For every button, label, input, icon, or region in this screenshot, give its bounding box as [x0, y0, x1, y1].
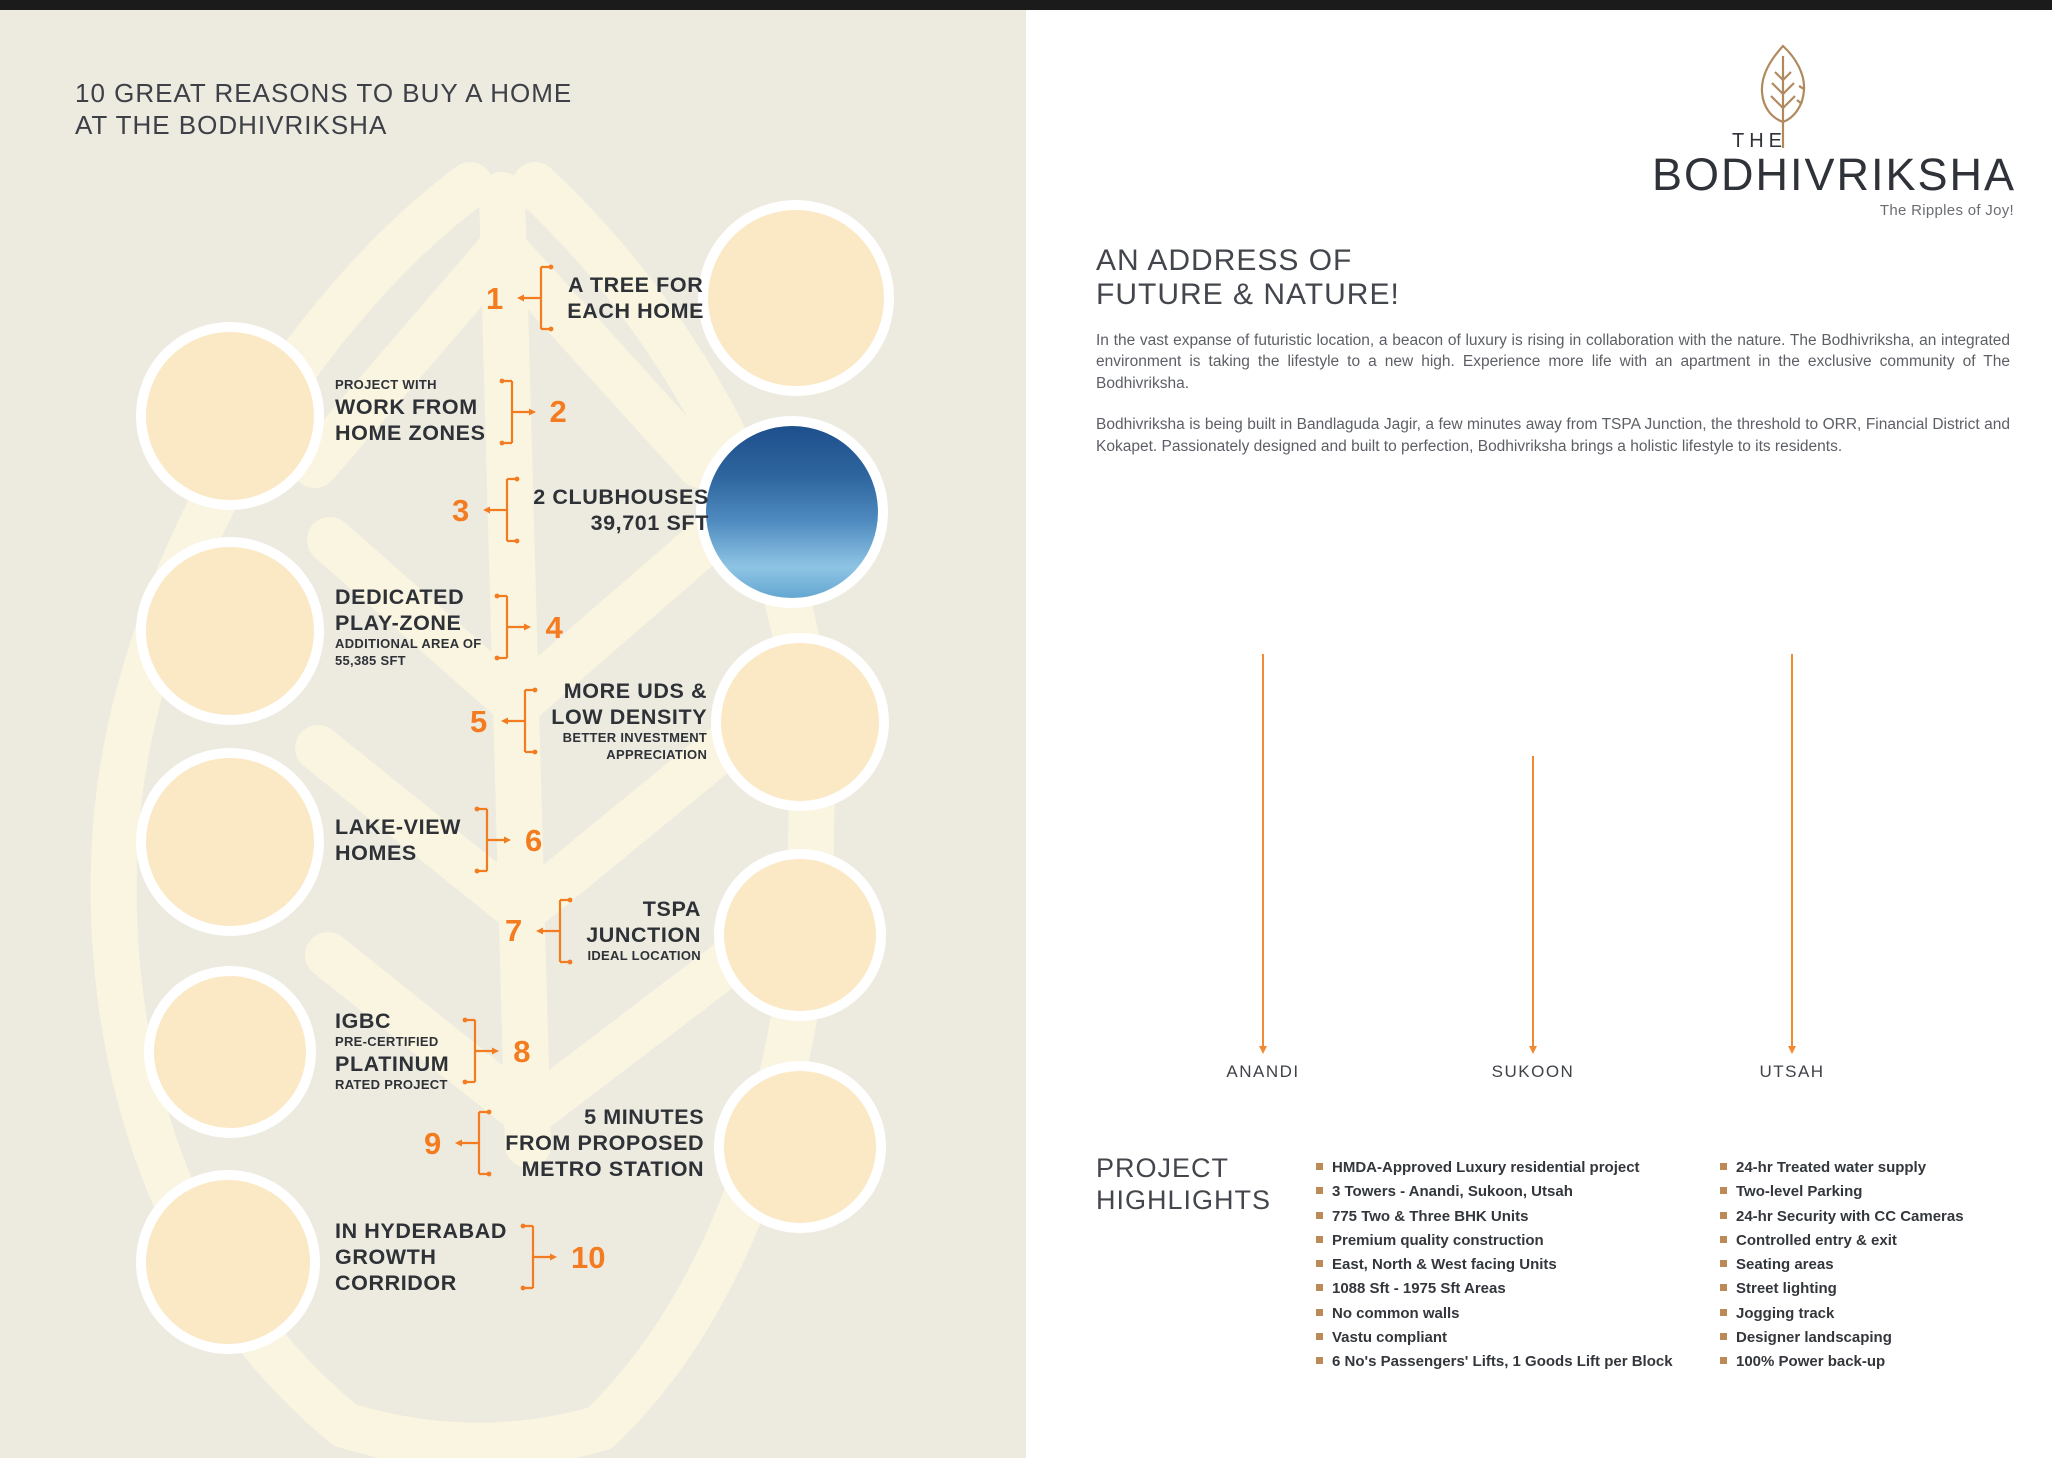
section-heading-line1: AN ADDRESS OF	[1096, 244, 1353, 277]
reason-item-5	[470, 678, 707, 764]
highlight-item	[1316, 1160, 1716, 1176]
reason-text: LAKE-VIEW HOMES	[335, 814, 462, 865]
highlight-text: 6 No's Passengers' Lifts, 1 Goods Lift per Block	[1332, 1353, 1673, 1370]
reason-number: 10	[571, 1239, 606, 1275]
reason-text: MORE UDS & LOW DENSITY BETTER INVESTMENT APPRECIATION	[551, 679, 708, 763]
bracket-connector-graphic	[453, 1109, 493, 1177]
reason-number: 1	[486, 280, 504, 316]
highlight-item	[1720, 1281, 2050, 1297]
reason-number: 5	[470, 703, 488, 739]
reason-item-7	[505, 896, 701, 965]
highlight-text: Two-level Parking	[1736, 1183, 1863, 1201]
highlight-item	[1720, 1330, 2050, 1346]
highlight-text: 24-hr Treated water supply	[1736, 1159, 1927, 1176]
highlight-text: 3 Towers - Anandi, Sukoon, Utsah	[1332, 1183, 1573, 1201]
bracket-connector-graphic	[461, 1017, 501, 1085]
bullet-square-icon	[1316, 1284, 1323, 1291]
bracket-connector-graphic	[499, 687, 539, 755]
reason-number: 8	[513, 1033, 531, 1069]
highlight-item	[1720, 1209, 2050, 1225]
highlights-col1	[1316, 1160, 1716, 1378]
reason-item-9	[424, 1104, 704, 1183]
decorative-circle	[714, 849, 886, 1021]
bullet-square-icon	[1316, 1187, 1323, 1194]
highlight-item	[1720, 1306, 2050, 1322]
reason-number: 6	[525, 822, 543, 858]
reason-item-4	[335, 584, 563, 670]
intro-paragraphs	[1096, 330, 2010, 477]
highlight-text: East, North & West facing Units	[1332, 1256, 1557, 1273]
tower-marker-anandi	[1193, 654, 1333, 1082]
reason-item-3	[452, 476, 709, 544]
reason-number: 4	[545, 609, 563, 645]
section-heading	[1096, 244, 1400, 311]
tower-pointer-line	[1532, 756, 1534, 1046]
reason-text: IN HYDERABAD GROWTH CORRIDOR	[335, 1219, 508, 1296]
highlight-text: 1088 Sft - 1975 Sft Areas	[1332, 1280, 1506, 1298]
highlight-item	[1316, 1330, 1716, 1346]
arrow-down-icon	[1259, 1046, 1267, 1054]
page-title-line1: 10 GREAT REASONS TO BUY A HOME	[75, 78, 573, 108]
bullet-square-icon	[1720, 1333, 1727, 1340]
highlights-title	[1096, 1152, 1271, 1217]
highlight-text: 100% Power back-up	[1736, 1353, 1886, 1370]
highlight-text: Seating areas	[1736, 1256, 1834, 1273]
bullet-square-icon	[1316, 1357, 1323, 1364]
brand-logo	[1652, 42, 2017, 232]
bracket-connector-graphic	[498, 378, 538, 446]
bracket-connector-graphic	[481, 476, 521, 544]
intro-paragraph-2: Bodhivriksha is being built in Bandlaguda Jagir, a few minutes away from TSPA Junction, the threshold to ORR, Financial District and Kokapet. Passionately designed and built to perfection, Bodhivriksha brings a holistic lifestyle to its residents.	[1096, 416, 2010, 455]
page-title-line2: AT THE BODHIVRIKSHA	[75, 109, 388, 140]
highlight-text: 24-hr Security with CC Cameras	[1736, 1207, 1964, 1225]
section-heading-line2: FUTURE & NATURE!	[1096, 277, 1400, 311]
decorative-circle	[136, 748, 324, 936]
right-panel	[1026, 0, 2052, 1458]
reason-number: 7	[505, 913, 523, 949]
arrow-down-icon	[1529, 1046, 1537, 1054]
reason-item-6	[335, 806, 542, 874]
tower-pointer-line	[1262, 654, 1264, 1046]
highlights-title-line2: HIGHLIGHTS	[1096, 1185, 1272, 1216]
bracket-connector-graphic	[534, 897, 574, 965]
reason-text: IGBC PRE-CERTIFIED PLATINUM RATED PROJECT	[335, 1009, 450, 1093]
bullet-square-icon	[1720, 1284, 1727, 1291]
decorative-circle	[136, 537, 324, 725]
bullet-square-icon	[1720, 1260, 1727, 1267]
decorative-circle	[711, 633, 889, 811]
reason-text: 2 CLUBHOUSES 39,701 SFT	[533, 484, 709, 535]
logo-the-text: THE	[1732, 130, 1787, 152]
highlight-text: Jogging track	[1736, 1304, 1835, 1322]
decorative-circle	[136, 322, 324, 510]
highlight-item	[1316, 1306, 1716, 1322]
bracket-connector-graphic	[519, 1223, 559, 1291]
reason-number: 2	[549, 394, 567, 430]
highlight-item	[1316, 1209, 1716, 1225]
bullet-square-icon	[1316, 1163, 1323, 1170]
bullet-square-icon	[1720, 1357, 1727, 1364]
highlight-item	[1316, 1257, 1716, 1273]
highlights-col2	[1720, 1160, 2050, 1378]
decorative-circle	[698, 200, 894, 396]
reason-text: A TREE FOR EACH HOME	[567, 272, 705, 323]
bullet-square-icon	[1316, 1309, 1323, 1316]
tower-marker-utsah	[1722, 654, 1862, 1082]
highlight-text: Designer landscaping	[1736, 1328, 1892, 1346]
highlight-text: Vastu compliant	[1332, 1328, 1448, 1346]
highlight-item	[1316, 1354, 1716, 1370]
highlight-text: HMDA-Approved Luxury residential project	[1332, 1159, 1640, 1176]
reason-number: 3	[452, 492, 470, 528]
bullet-square-icon	[1316, 1333, 1323, 1340]
bullet-square-icon	[1720, 1236, 1727, 1243]
highlight-item	[1720, 1160, 2050, 1176]
bullet-square-icon	[1720, 1309, 1727, 1316]
bullet-square-icon	[1720, 1163, 1727, 1170]
top-edge-strip	[0, 0, 2052, 10]
highlight-item	[1720, 1184, 2050, 1200]
reason-item-10	[335, 1218, 606, 1297]
highlights-title-line1: PROJECT	[1096, 1153, 1230, 1183]
reason-text: 5 MINUTES FROM PROPOSED METRO STATION	[505, 1105, 705, 1182]
arrow-down-icon	[1788, 1046, 1796, 1054]
reason-text: TSPA JUNCTION IDEAL LOCATION	[586, 897, 701, 964]
highlight-text: No common walls	[1332, 1304, 1460, 1322]
bullet-square-icon	[1720, 1187, 1727, 1194]
bracket-connector-graphic	[515, 264, 555, 332]
highlight-item	[1316, 1184, 1716, 1200]
highlight-item	[1720, 1354, 2050, 1370]
highlight-text: 775 Two & Three BHK Units	[1332, 1207, 1529, 1225]
reason-text: PROJECT WITH WORK FROM HOME ZONES	[335, 377, 486, 446]
decorative-circle	[714, 1061, 886, 1233]
logo-tagline: The Ripples of Joy!	[1879, 202, 2014, 219]
tower-pointer-line	[1791, 654, 1793, 1046]
reason-number: 9	[424, 1125, 442, 1161]
highlight-text: Street lighting	[1736, 1280, 1837, 1298]
tower-label: SUKOON	[1491, 1062, 1575, 1081]
bullet-square-icon	[1316, 1260, 1323, 1267]
intro-paragraph-1: In the vast expanse of futuristic location, a beacon of luxury is rising in collaboration with the nature. The Bodhivriksha, an integrated environment is taking the lifestyle to a new high. Experience more life with an apartment in the exclusive community of The Bodhivriksha.	[1096, 332, 2010, 392]
highlight-item	[1316, 1233, 1716, 1249]
highlight-text: Premium quality construction	[1332, 1231, 1544, 1249]
blue-photo-circle	[696, 416, 888, 608]
logo-name-text: BODHIVRIKSHA	[1652, 149, 2017, 200]
highlight-item	[1316, 1281, 1716, 1297]
decorative-circle	[136, 1170, 320, 1354]
decorative-circle	[144, 966, 316, 1138]
reason-item-8	[335, 1008, 531, 1094]
bullet-square-icon	[1316, 1212, 1323, 1219]
reason-text: DEDICATED PLAY-ZONE ADDITIONAL AREA OF 55,385 SFT	[335, 585, 482, 669]
highlight-text: Controlled entry & exit	[1736, 1231, 1897, 1249]
page-title	[75, 78, 572, 141]
tower-label: ANANDI	[1226, 1062, 1300, 1081]
tower-marker-sukoon	[1463, 756, 1603, 1082]
bracket-connector-graphic	[473, 806, 513, 874]
reason-item-1	[486, 264, 704, 332]
bullet-square-icon	[1316, 1236, 1323, 1243]
highlight-item	[1720, 1233, 2050, 1249]
tower-label: UTSAH	[1759, 1062, 1825, 1081]
reason-item-2	[335, 377, 567, 446]
bracket-connector-graphic	[493, 593, 533, 661]
bullet-square-icon	[1720, 1212, 1727, 1219]
highlight-item	[1720, 1257, 2050, 1273]
